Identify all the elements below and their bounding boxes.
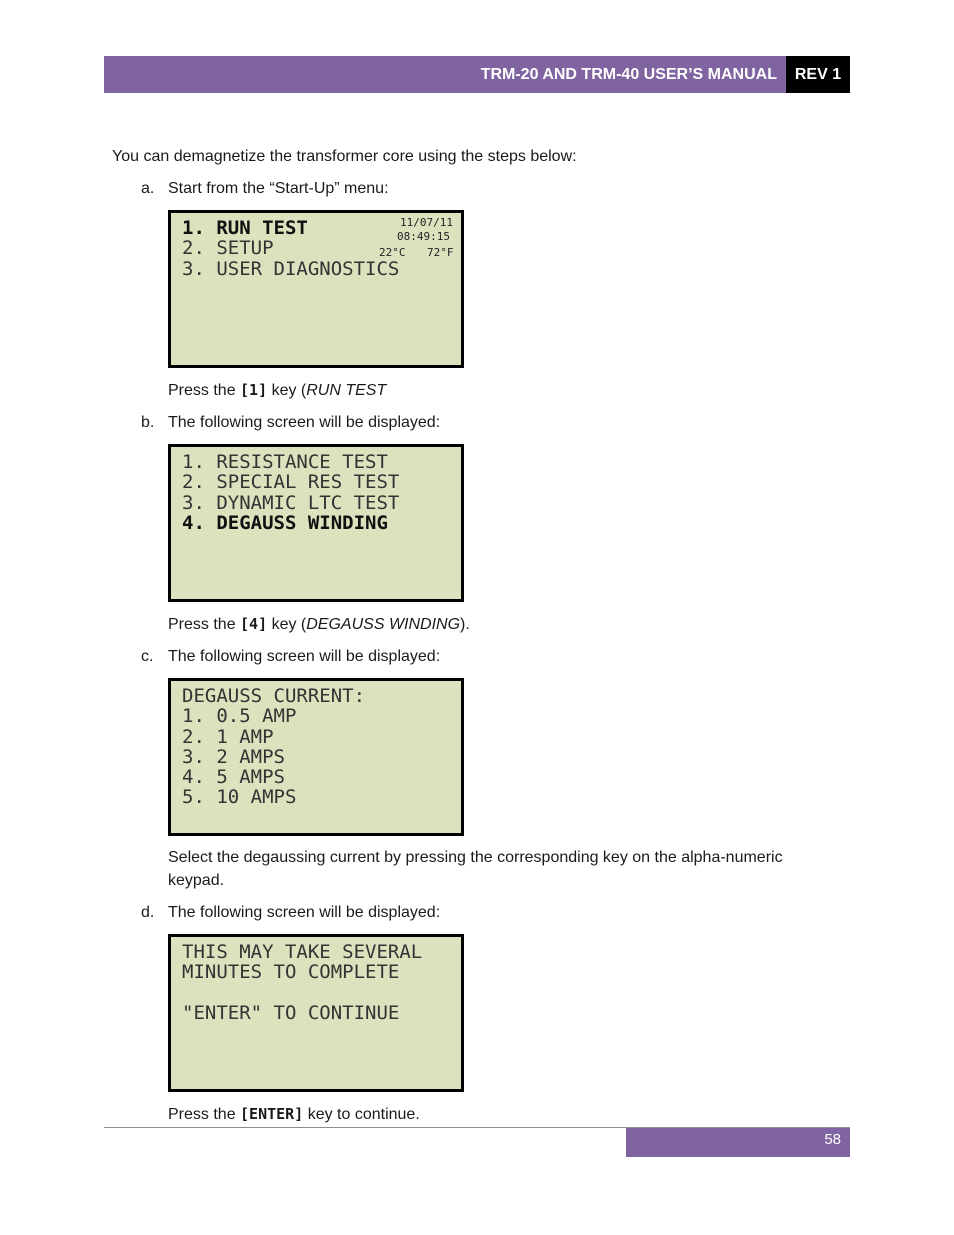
step-d-marker: d. (141, 904, 155, 921)
lcd-line: 1. 0.5 AMP (182, 705, 297, 728)
step-c-instruction-line1: Select the degaussing current by pressing the corresponding key on the alpha-numeric (168, 849, 783, 866)
lcd-line: MINUTES TO COMPLETE (182, 961, 400, 984)
lcd-date: 11/07/11 (400, 216, 453, 229)
lcd-line: DEGAUSS CURRENT: (182, 685, 366, 707)
footer-bar (626, 1128, 850, 1157)
step-b-text: The following screen will be displayed: (168, 414, 441, 431)
intro-paragraph: You can demagnetize the transformer core using the steps below: (112, 148, 577, 165)
lcd-line: 1. RUN TEST (182, 217, 308, 239)
instruction-middle: key ( (267, 616, 307, 633)
instruction-italic: RUN TEST (306, 382, 387, 399)
lcd-line: 2. SPECIAL RES TEST (182, 471, 400, 494)
lcd-time: 08:49:15 (397, 230, 450, 243)
step-c-instruction-line2: keypad. (168, 872, 225, 889)
lcd-line: 3. USER DIAGNOSTICS (182, 257, 400, 280)
revision-label: REV 1 (794, 65, 842, 83)
manual-title: TRM-20 AND TRM-40 USER’S MANUAL (480, 65, 777, 83)
step-c-text: The following screen will be displayed: (168, 648, 441, 665)
lcd-line (182, 983, 422, 1003)
key-4: [4] (240, 615, 268, 633)
step-d-text: The following screen will be displayed: (168, 904, 441, 921)
step-d-instruction (168, 1103, 420, 1126)
key-1: [1] (240, 381, 268, 399)
instruction-italic: DEGAUSS WINDING (306, 616, 461, 633)
lcd-line: 3. 2 AMPS (182, 745, 285, 768)
lcd-line: 4. DEGAUSS WINDING (182, 511, 388, 534)
lcd-line: 5. 10 AMPS (182, 786, 297, 809)
instruction-suffix: key to continue. (303, 1106, 420, 1123)
step-a-marker: a. (141, 180, 155, 197)
lcd-line: THIS MAY TAKE SEVERAL (182, 941, 423, 963)
step-c-marker: c. (141, 648, 154, 665)
lcd-line: 2. 1 AMP (182, 725, 274, 748)
lcd-line: 2. SETUP (182, 237, 274, 260)
step-a-text: Start from the “Start-Up” menu: (168, 180, 389, 197)
instruction-prefix: Press the (168, 382, 241, 399)
lcd-screen-degauss-warning (168, 934, 464, 1092)
revision-badge (786, 56, 850, 93)
step-b-instruction (168, 613, 470, 636)
step-b-marker: b. (141, 414, 155, 431)
key-enter: [ENTER] (240, 1105, 304, 1123)
instruction-prefix: Press the (168, 1106, 241, 1123)
lcd-line: 3. DYNAMIC LTC TEST (182, 491, 400, 514)
lcd-line: "ENTER" TO CONTINUE (182, 1001, 400, 1024)
lcd-screen-degauss-current (168, 678, 464, 836)
instruction-prefix: Press the (168, 616, 241, 633)
header-bar (104, 56, 786, 93)
lcd-temp-fahrenheit: 72°F (427, 246, 454, 259)
instruction-suffix: ). (460, 616, 470, 633)
lcd-temp-celsius: 22°C (379, 246, 406, 259)
lcd-screen-run-test-menu (168, 444, 464, 602)
page-number: 58 (824, 1131, 841, 1148)
instruction-middle: key ( (267, 382, 307, 399)
step-a-instruction (168, 379, 386, 402)
lcd-line: 1. RESISTANCE TEST (182, 451, 388, 473)
lcd-screen-startup-menu (168, 210, 464, 368)
lcd-line: 4. 5 AMPS (182, 766, 285, 789)
